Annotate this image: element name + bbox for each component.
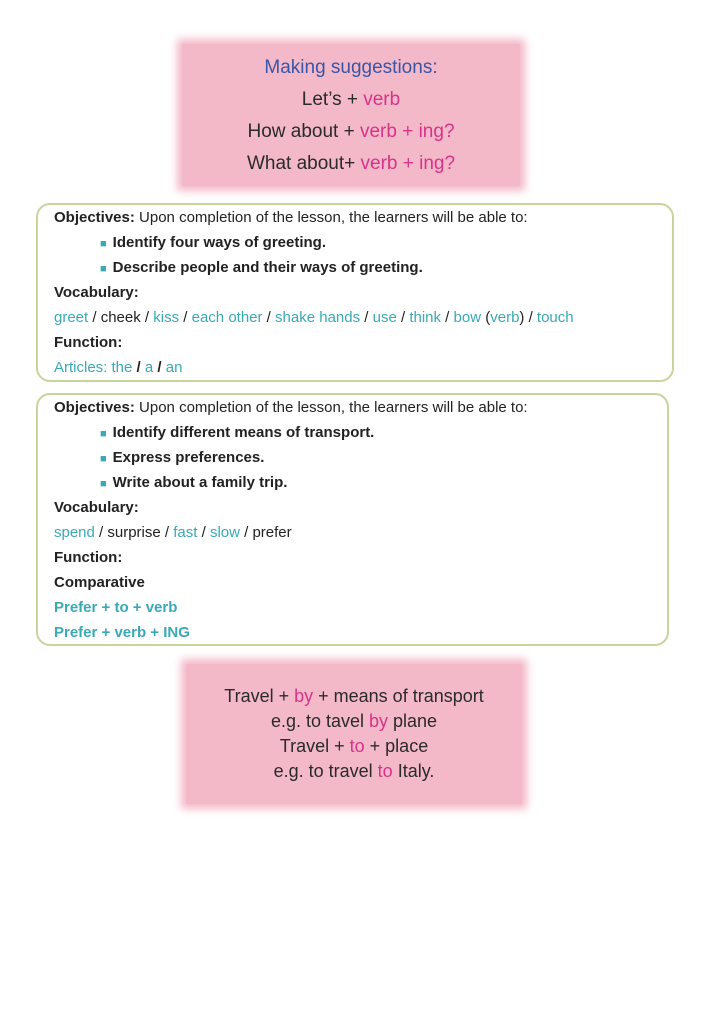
- function-label: Function:: [54, 549, 123, 566]
- highlight: to: [377, 761, 393, 781]
- vocabulary-label: Vocabulary:: [54, 284, 139, 301]
- vocab-word: slow: [209, 524, 240, 541]
- objective-bullet: [54, 230, 672, 255]
- sep: /: [262, 309, 276, 326]
- vocab-word: shake hands: [275, 309, 361, 326]
- bullet-text: Describe people and their ways of greeting.: [112, 259, 423, 276]
- bullet-icon: ■: [100, 478, 107, 490]
- objective-bullet: [54, 470, 667, 495]
- highlight: by: [294, 686, 314, 706]
- function-text: a: [144, 359, 154, 376]
- sep: /: [360, 309, 373, 326]
- highlight: verb: [363, 89, 401, 110]
- vocab-text: / surprise /: [94, 524, 174, 541]
- vocabulary-label: Vocabulary:: [54, 499, 139, 516]
- travel-line: [186, 759, 522, 784]
- text: Travel +: [279, 736, 350, 756]
- bullet-text: Identify different means of transport.: [112, 424, 375, 441]
- sep: /: [132, 359, 145, 376]
- bullet-icon: ■: [100, 428, 107, 440]
- text: plane: [388, 711, 438, 731]
- lesson1-box: [36, 203, 674, 382]
- objective-bullet: [54, 420, 667, 445]
- highlight: verb + ing?: [360, 153, 456, 174]
- suggestion-line: [182, 116, 520, 148]
- vocabulary-line: [54, 520, 667, 545]
- travel-box: [186, 664, 522, 804]
- highlight: verb + ing?: [359, 121, 455, 142]
- bullet-text: Express preferences.: [112, 449, 265, 466]
- text: Travel +: [224, 686, 295, 706]
- suggestion-line: [182, 84, 520, 116]
- vocab-word: fast: [173, 524, 198, 541]
- text: Let’s +: [301, 89, 364, 110]
- objectives-text: Upon completion of the lesson, the learners will be able to:: [134, 209, 528, 226]
- function-text: Articles: the: [54, 359, 133, 376]
- vocab-word: each other: [191, 309, 263, 326]
- function-line: Prefer + to + verb: [54, 599, 178, 616]
- suggestions-title: Making suggestions:: [264, 57, 438, 78]
- text: Italy.: [392, 761, 435, 781]
- sep: /: [441, 309, 454, 326]
- bullet-text: Write about a family trip.: [112, 474, 288, 491]
- text: + means of transport: [313, 686, 484, 706]
- highlight: to: [349, 736, 365, 756]
- function-text: an: [165, 359, 183, 376]
- vocab-word: verb: [490, 309, 520, 326]
- sep: /: [88, 309, 101, 326]
- text: e.g. to tavel: [270, 711, 369, 731]
- suggestion-line: [182, 148, 520, 180]
- sep: /: [396, 309, 410, 326]
- function-label: Function:: [54, 334, 123, 351]
- sep: /: [153, 359, 166, 376]
- sep: /: [140, 309, 154, 326]
- vocab-text: / prefer: [239, 524, 292, 541]
- bullet-text: Identify four ways of greeting.: [112, 234, 327, 251]
- sep: /: [197, 524, 210, 541]
- vocabulary-line: [54, 305, 672, 330]
- objectives-line: [54, 395, 667, 420]
- vocab-word: greet: [54, 309, 89, 326]
- sep: (: [481, 309, 491, 326]
- function-line: Prefer + verb + ING: [54, 624, 190, 641]
- objectives-label: Objectives:: [54, 209, 135, 226]
- lesson2-box: [36, 393, 669, 646]
- text: What about+: [246, 153, 361, 174]
- function-line: [54, 355, 672, 380]
- travel-line: [186, 684, 522, 709]
- travel-line: [186, 709, 522, 734]
- objective-bullet: [54, 445, 667, 470]
- text: How about +: [247, 121, 360, 142]
- making-suggestions-box: [182, 44, 520, 186]
- text: + place: [364, 736, 429, 756]
- text: e.g. to travel: [273, 761, 378, 781]
- vocab-word: cheek: [100, 309, 141, 326]
- objectives-text: Upon completion of the lesson, the learners will be able to:: [134, 399, 528, 416]
- vocab-word: think: [409, 309, 442, 326]
- vocab-word: use: [372, 309, 397, 326]
- vocab-word: spend: [54, 524, 95, 541]
- travel-line: [186, 734, 522, 759]
- sep: /: [179, 309, 192, 326]
- objectives-label: Objectives:: [54, 399, 135, 416]
- sep: ) /: [519, 309, 537, 326]
- vocab-word: kiss: [153, 309, 180, 326]
- function-line: Comparative: [54, 574, 145, 591]
- bullet-icon: ■: [100, 453, 107, 465]
- objectives-line: [54, 205, 672, 230]
- highlight: by: [369, 711, 389, 731]
- vocab-word: bow: [453, 309, 482, 326]
- bullet-icon: ■: [100, 263, 107, 275]
- vocab-word: touch: [536, 309, 574, 326]
- bullet-icon: ■: [100, 238, 107, 250]
- objective-bullet: [54, 255, 672, 280]
